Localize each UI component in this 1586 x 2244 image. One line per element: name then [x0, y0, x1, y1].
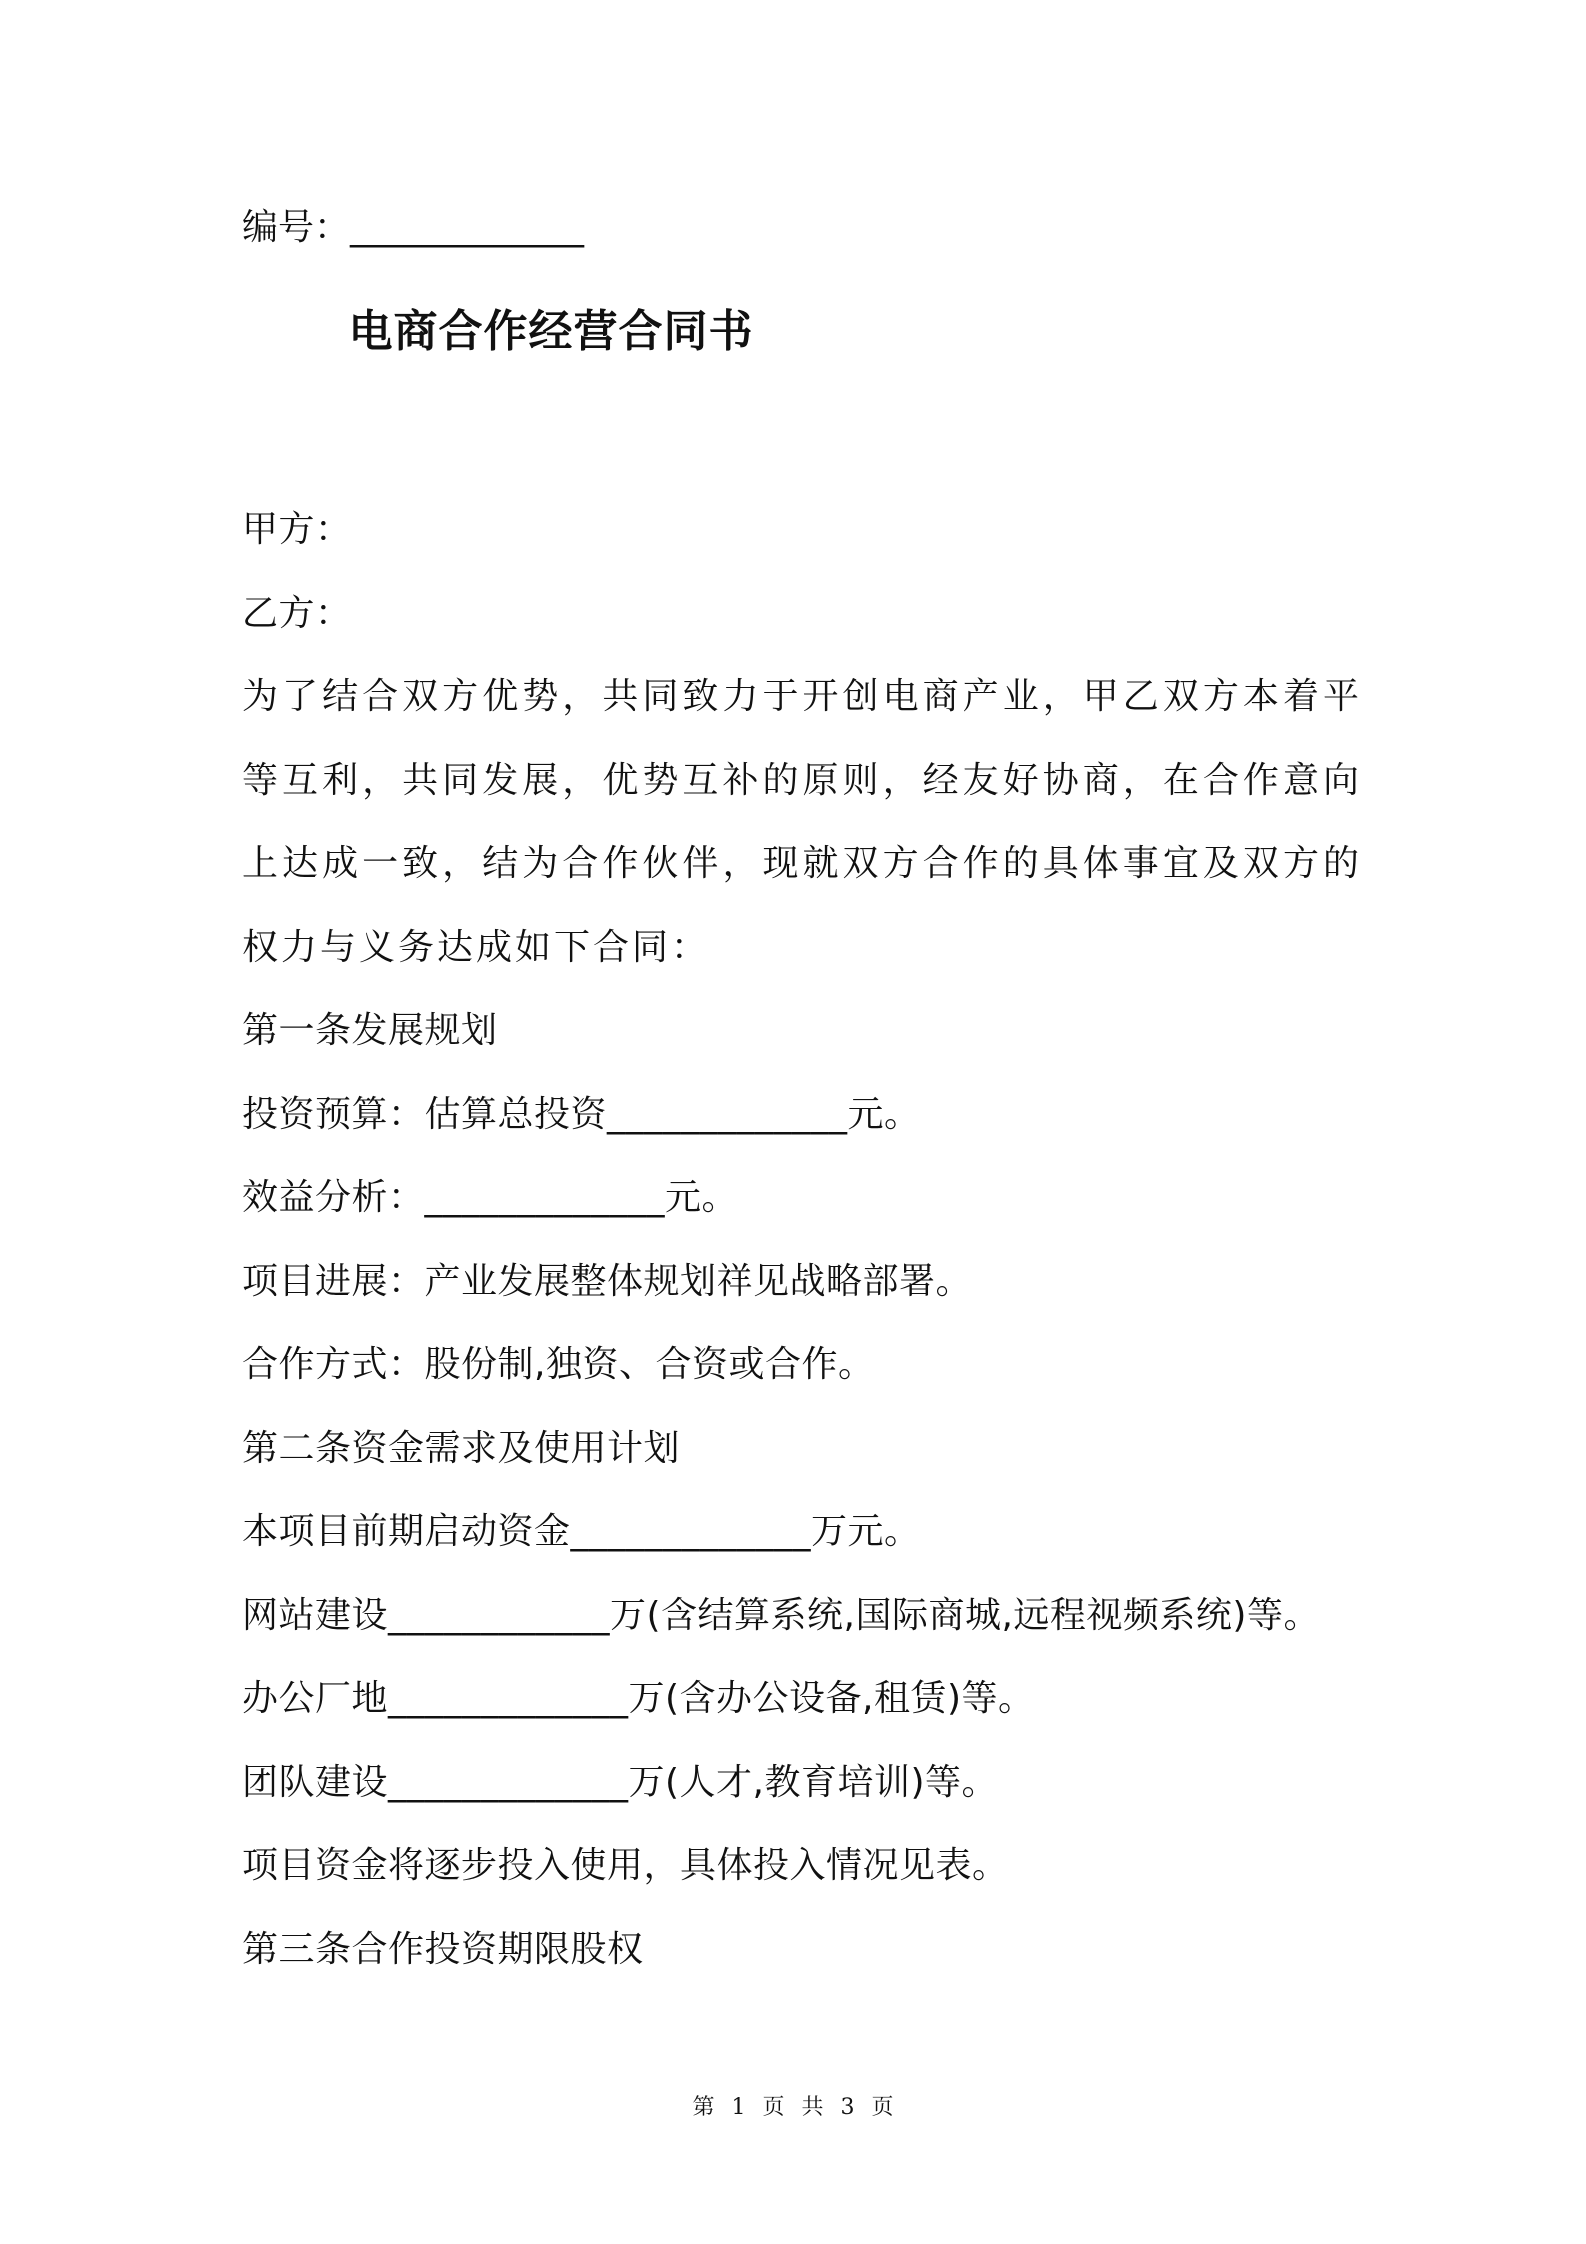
- project-progress-line: 项目进展：产业发展整体规划祥见战略部署。: [242, 1260, 973, 1302]
- page-footer: 第 1 页 共 3 页: [692, 2095, 894, 2120]
- party-b-line: 乙方：: [242, 592, 352, 634]
- party-a-line: 甲方：: [242, 509, 352, 550]
- office-space-line: 办公厂地_____________万(含办公设备,租赁)等。: [242, 1678, 1035, 1719]
- funds-usage-line: 项目资金将逐步投入使用，具体投入情况见表。: [242, 1845, 1009, 1886]
- intro-paragraph: 为了结合双方优势，共同致力于开创电商产业，甲乙双方本着平等互利，共同发展，优势互补的原则，经友好协商，在合作意向上达成一致，结为合作伙伴，现就双方合作的具体事宜及双方的权力与义务达成如下合同：: [242, 676, 1362, 968]
- document-number: 编号：_____________: [242, 207, 585, 248]
- cooperation-mode-line: 合作方式：股份制,独资、合资或合作。: [242, 1344, 875, 1385]
- document-title: 电商合作经营合同书: [348, 306, 754, 357]
- investment-budget-line: 投资预算：估算总投资_____________元。: [242, 1093, 921, 1135]
- startup-funds-line: 本项目前期启动资金_____________万元。: [242, 1511, 921, 1552]
- article-2-heading: 第二条资金需求及使用计划: [242, 1427, 681, 1469]
- benefit-analysis-line: 效益分析：_____________元。: [242, 1177, 739, 1218]
- document-body: [242, 488, 1362, 1991]
- article-3-heading: 第三条合作投资期限股权: [242, 1928, 644, 1970]
- team-building-line: 团队建设_____________万(人才,教育培训)等。: [242, 1761, 999, 1803]
- website-build-line: 网站建设____________万(含结算系统,国际商城,远程视频系统)等。: [242, 1594, 1320, 1636]
- article-1-heading: 第一条发展规划: [242, 1010, 498, 1051]
